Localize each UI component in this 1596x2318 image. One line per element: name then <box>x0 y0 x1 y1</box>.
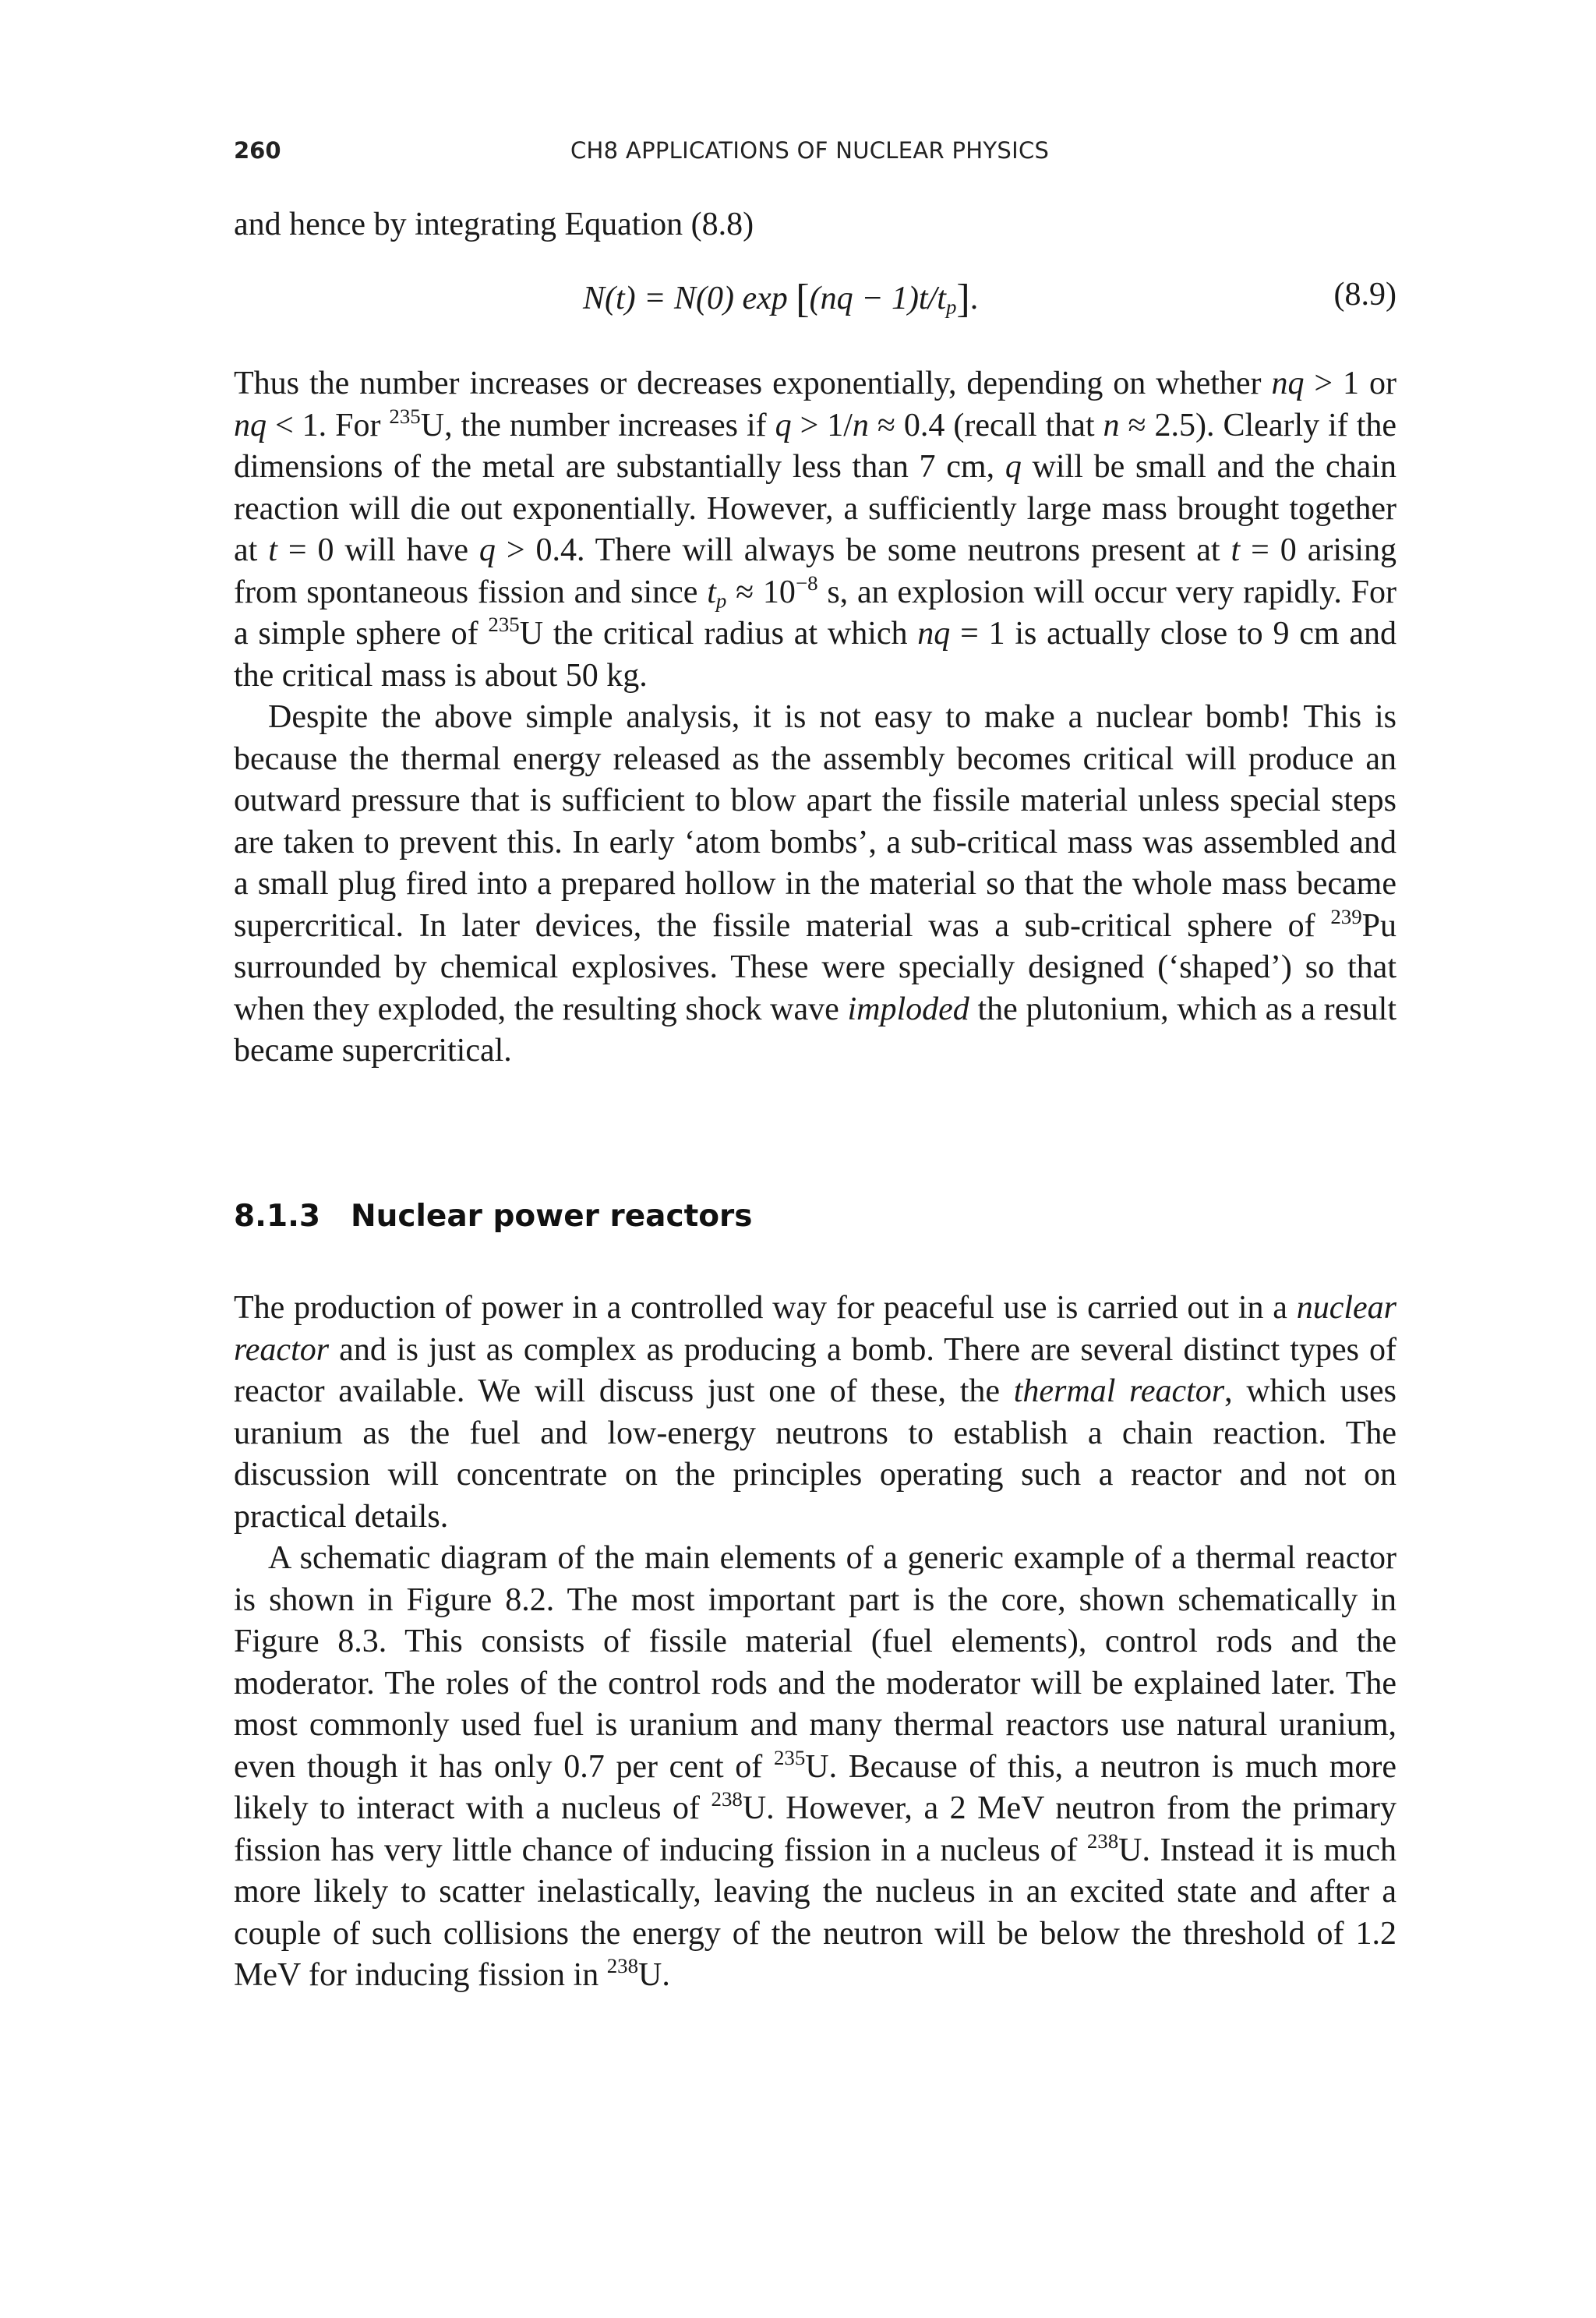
intro-line <box>234 204 1396 246</box>
paragraph-exponential: Thus the number increases or decreases exponentially, depending on whether nq > 1 or nq < 1. For $^{235}$U, the number increases if q > 1/n ≈ 0.4 (recall that n ≈ 2.5). Clearly if the dimensions of the metal are substantially less than 7 cm, q will be small and the chain reaction will die out exponentially. However, a sufficiently large mass brought together at t = 0 will have q > 0.4. There will always be some neutrons present at t = 0 arising from spontaneous fission and since $t_p \approx 10^{-8}$ s, an explosion will occur very rapidly. For a simple sphere of $^{235}$U the critical radius at which nq = 1 is actually close to 9 cm and the critical mass is about 50 kg. <box>234 366 1397 694</box>
section-heading <box>234 1199 1396 1234</box>
page-number: 260 <box>234 137 281 164</box>
running-header <box>234 137 1396 171</box>
section-title: Nuclear power reactors <box>351 1199 753 1234</box>
section-2-text <box>234 1288 1396 1997</box>
equation-expression: N(t) = N(0) $\exp [(nq - 1)t/t_p]$. <box>583 277 979 321</box>
equation-8-9 <box>234 276 1396 323</box>
equation-number: (8.9) <box>1333 277 1396 313</box>
section-number: 8.1.3 <box>234 1199 321 1234</box>
paragraph-reactor-core: A schematic diagram of the main elements of a generic example of a thermal reactor is shown in Figure 8.2. The most important part is the core, shown schematically in Figure 8.3. This consists of fissile material (fuel elements), control rods and the moderator. The roles of the control rods and the moderator will be explained later. The most commonly used fuel is uranium and many thermal reactors use natural uranium, even though it has only 0.7 per cent of $^{235}$U. Because of this, a neutron is much more likely to interact with a nucleus of $^{238}$U. However, a 2 MeV neutron from the primary fission has very little chance of inducing fission in a nucleus of $^{238}$U. Instead it is much more likely to scatter inelastically, leaving the nucleus in an excited state and after a couple of such collisions the energy of the neutron will be below the threshold of 1.2 MeV for inducing fission in $^{238}$U. <box>234 1540 1396 1993</box>
intro-paragraph: and hence by integrating Equation (8.8) <box>234 207 754 242</box>
paragraph-reactor-intro: The production of power in a controlled way for peaceful use is carried out in a nuclear reactor and is just as complex as producing a bomb. There are several distinct types of reactor available. We will discuss just one of these, the thermal reactor, which uses uranium as the fuel and low-energy neutrons to establish a chain reaction. The discussion will concentrate on the principles operating such a reactor and not on practical details. <box>234 1290 1396 1535</box>
chapter-title: CH8 APPLICATIONS OF NUCLEAR PHYSICS <box>570 137 1050 164</box>
paragraph-nuclear-bomb: Despite the above simple analysis, it is not easy to make a nuclear bomb! This is because the thermal energy released as the assembly becomes critical will produce an outward pressure that is sufficient to blow apart the fissile material unless special steps are taken to prevent this. In early ‘atom bombs’, a sub-critical mass was assembled and a small plug fired into a prepared hollow in the material so that the whole mass became supercritical. In later devices, the fissile material was a sub-critical sphere of $^{239}$Pu surrounded by chemical explosives. These were specially designed (‘shaped’) so that when they exploded, the resulting shock wave imploded the plutonium, which as a result became supercritical. <box>234 699 1396 1069</box>
section-1-text <box>234 363 1396 1072</box>
